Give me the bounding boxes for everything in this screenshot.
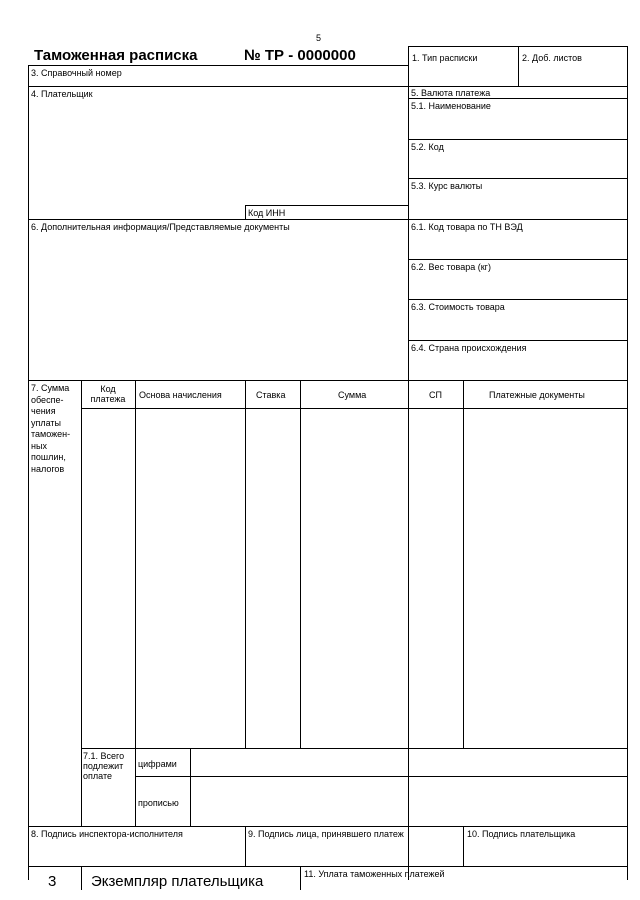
rule [408,259,628,260]
rule [408,178,628,179]
rule [463,826,464,866]
copy-number: 3 [48,873,57,890]
field-5-2-label: 5.2. Код [411,142,444,152]
copy-label: Экземпляр плательщика [91,873,264,890]
col-header-basis: Основа начисления [139,390,222,400]
field-7-1-label: 7.1. Всего подлежит оплате [83,751,125,781]
page-number: 5 [316,33,322,43]
rule [408,46,409,880]
field-7-label: 7. Сумма обеспе-чения уплаты таможен-ных пошлин, налогов [31,383,71,474]
inn-label: Код ИНН [248,208,286,218]
field-3-label: 3. Справочный номер [31,68,122,78]
col-header-payment-code: Код платежа [90,384,126,404]
col-header-amount: Сумма [338,390,367,400]
col-header-rate: Ставка [256,390,286,400]
field-8-label: 8. Подпись инспектора-исполнителя [31,829,183,839]
rule [408,299,628,300]
field-6-4-label: 6.4. Страна происхождения [411,343,527,353]
field-6-3-label: 6.3. Стоимость товара [411,302,505,312]
rule [518,46,519,86]
in-words-label: прописью [138,798,179,808]
field-4-label: 4. Плательщик [31,89,93,99]
rule [463,380,464,748]
rule [28,86,628,87]
col-header-payment-docs: Платежные документы [489,390,585,400]
rule [245,205,246,219]
rule [81,408,628,409]
rule [28,380,628,381]
rule [135,776,628,777]
field-6-1-label: 6.1. Код товара по ТН ВЭД [411,222,523,232]
col-header-sp: СП [429,390,442,400]
rule [81,866,82,890]
rule [81,380,82,826]
field-11-label: 11. Уплата таможенных платежей [304,869,445,879]
field-6-2-label: 6.2. Вес товара (кг) [411,262,491,272]
rule [245,380,246,748]
field-1-label: 1. Тип расписки [412,53,478,63]
rule [300,866,301,890]
field-6-label: 6. Дополнительная информация/Представляемые документы [31,222,290,232]
rule [28,866,628,867]
rule [190,748,191,826]
rule [245,826,246,866]
form-number: № ТР - 0000000 [244,47,356,64]
rule [81,748,628,749]
rule [245,205,408,206]
rule [135,380,136,826]
form-title: Таможенная расписка [34,47,198,64]
rule [28,219,628,220]
rule [627,46,628,880]
field-5-3-label: 5.3. Курс валюты [411,181,483,191]
field-5-label: 5. Валюта платежа [411,88,491,98]
field-2-label: 2. Доб. листов [522,53,582,63]
rule [408,139,628,140]
rule [408,98,628,99]
field-9-label: 9. Подпись лица, принявшего платеж [248,829,404,839]
field-5-1-label: 5.1. Наименование [411,101,491,111]
field-10-label: 10. Подпись плательщика [467,829,576,839]
rule [408,340,628,341]
in-figures-label: цифрами [138,759,177,769]
rule [28,65,29,880]
rule [28,826,628,827]
rule [300,380,301,748]
rule [28,65,408,66]
